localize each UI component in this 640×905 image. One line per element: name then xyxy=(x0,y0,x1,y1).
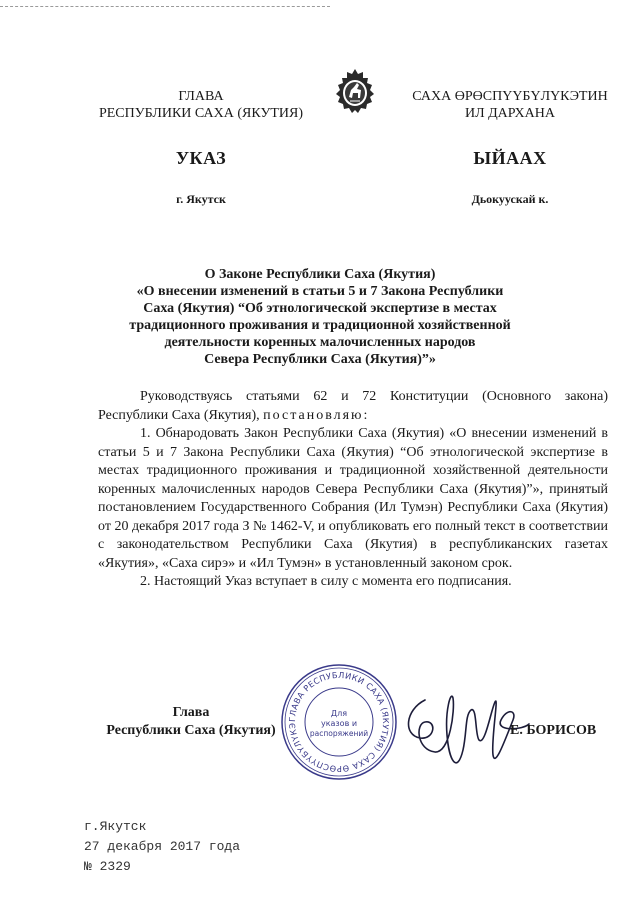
footer-city: г.Якутск xyxy=(84,819,147,834)
intro-text: Руководствуясь статьями 62 и 72 Конституции (Основного закона) Республики Саха (Якутия), xyxy=(98,389,608,423)
official-stamp xyxy=(279,662,399,782)
stamp-center-line2: указов и xyxy=(320,719,358,728)
signatory-position-line1: Глава xyxy=(172,705,210,720)
svg-text:ГЛАВА РЕСПУБЛИКИ САХА (ЯКУТИЯ) xyxy=(279,662,391,774)
title-line: деятельности коренных малочисленных народов xyxy=(164,335,476,350)
intro-paragraph xyxy=(98,388,608,425)
city-ru: г. Якутск xyxy=(176,192,226,206)
signatory-position xyxy=(96,704,286,740)
header-right xyxy=(410,88,610,208)
header-left xyxy=(86,88,316,208)
coat-of-arms-icon xyxy=(334,68,376,114)
document-body xyxy=(98,388,608,592)
footer-number: № 2329 xyxy=(84,859,131,874)
header-left-line1: ГЛАВА xyxy=(178,89,224,104)
title-line: традиционного проживания и традиционной хозяйственной xyxy=(129,318,511,333)
scan-top-line xyxy=(0,6,330,7)
doc-type-sakha: ЫЙААХ xyxy=(473,148,547,168)
stamp-center-line3: распоряжений xyxy=(309,729,369,738)
intro-verb: постановляю: xyxy=(263,407,370,423)
doc-type-ru: УКАЗ xyxy=(175,148,227,168)
title-line: Саха (Якутия) “Об этнологической экспертизе в местах xyxy=(143,301,497,316)
document-registration xyxy=(84,817,240,877)
signatory-name: Е. БОРИСОВ xyxy=(510,723,597,738)
title-line: О Законе Республики Саха (Якутия) xyxy=(204,267,436,282)
city-sakha: Дьокуускай к. xyxy=(471,192,549,206)
signatory-position-line2: Республики Саха (Якутия) xyxy=(106,723,276,738)
stamp-ring-text: ГЛАВА РЕСПУБЛИКИ САХА (ЯКУТИЯ) САХА ӨРӨСПҮҮБҮЛҮКЭ xyxy=(286,669,392,775)
header-right-line2: ИЛ ДАРХАНА xyxy=(464,106,555,121)
header-right-line1: САХА ӨРӨСПҮҮБҮЛҮКЭТИН xyxy=(412,89,608,104)
item-1-paragraph: 1. Обнародовать Закон Республики Саха (Якутия) «О внесении изменений в статьи 5 и 7 Закона Республики Саха (Якутия) “Об этнологической экспертизе в местах традиционного проживания и традиционной хозяйственной деятельности коренных малочисленных народов Севера Республики Саха (Якутия)”», принятый постановлением Государственного Собрания (Ил Тумэн) Республики Саха (Якутия) от 20 декабря 2017 года З № 1462-V, и опубликовать его полный текст в соответствии с законодательством Республики Саха (Якутия) в республиканских газетах «Якутия», «Саха сирэ» и «Ил Тумэн» в установленный законом срок. xyxy=(98,426,608,571)
stamp-center-line1: Для xyxy=(330,709,348,718)
header-left-line2: РЕСПУБЛИКИ САХА (ЯКУТИЯ) xyxy=(98,106,304,121)
document-title xyxy=(120,266,520,368)
footer-date: 27 декабря 2017 года xyxy=(84,839,241,854)
item-2-paragraph: 2. Настоящий Указ вступает в силу с момента его подписания. xyxy=(140,574,512,589)
title-line: Севера Республики Саха (Якутия)”» xyxy=(204,352,436,367)
title-line: «О внесении изменений в статьи 5 и 7 Закона Республики xyxy=(136,284,504,299)
